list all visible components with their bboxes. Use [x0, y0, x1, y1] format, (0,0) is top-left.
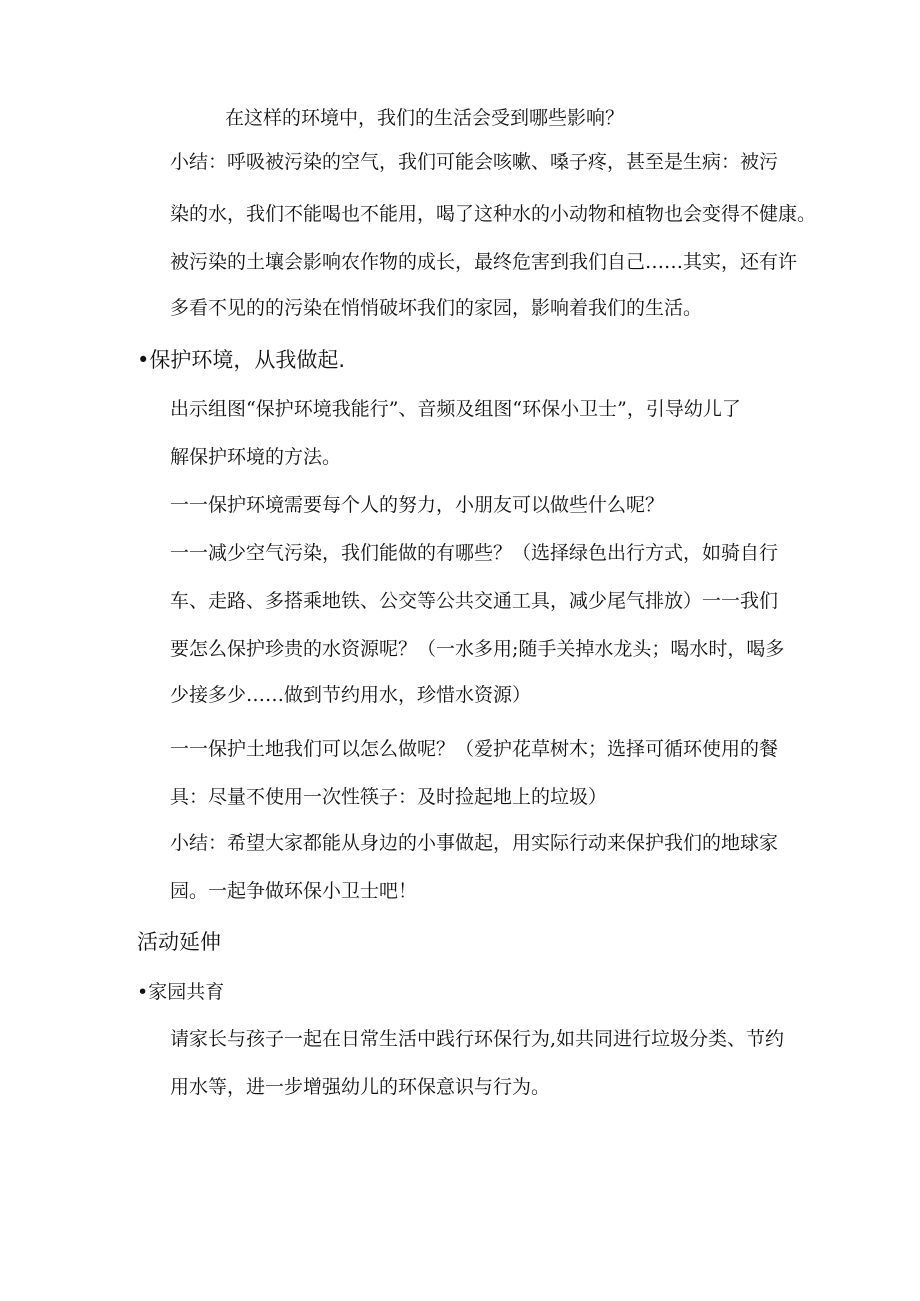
paragraph-line: 车、走路、多搭乘地铁、公交等公共交通工具，减少尾气排放）一一我们 [170, 590, 779, 612]
paragraph-line: 被污染的土壤会影响农作物的成长，最终危害到我们自己……其实，还有许 [170, 251, 798, 273]
paragraph-line: 染的水，我们不能喝也不能用，喝了这种水的小动物和植物也会变得不健康。 [170, 203, 817, 225]
paragraph-line: 小结：呼吸被污染的空气，我们可能会咳嗽、嗓子疼，甚至是生病：被污 [170, 151, 779, 173]
paragraph-line: 要怎么保护珍贵的水资源呢？（一水多用;随手关掉水龙头；喝水时，喝多 [170, 638, 785, 660]
paragraph-line: 出示组图“保护环境我能行”、音频及组图“环保小卫士”，引导幼儿了 [170, 398, 741, 420]
section-heading: •保护环境，从我做起. [137, 348, 346, 372]
paragraph-line: 多看不见的的污染在悄悄破坏我们的家园，影响着我们的生活。 [170, 297, 703, 319]
section-heading: 活动延伸 [137, 930, 221, 954]
paragraph-line: 请家长与孩子一起在日常生活中践行环保行为,如共同进行垃圾分类、节约 [170, 1028, 785, 1050]
paragraph-line: 少接多少……做到节约用水，珍惜水资源） [170, 684, 532, 706]
paragraph-line: 一一减少空气污染，我们能做的有哪些？（选择绿色出行方式，如骑自行 [170, 542, 779, 564]
paragraph-line: 在这样的环境中，我们的生活会受到哪些影响？ [225, 107, 625, 129]
paragraph-line: 用水等，进一步增强幼儿的环保意识与行为。 [170, 1076, 551, 1098]
subsection-heading: •家园共育 [137, 981, 225, 1003]
paragraph-line: 解保护环境的方法。 [170, 446, 342, 468]
paragraph-line: 小结：希望大家都能从身边的小事做起，用实际行动来保护我们的地球家 [170, 832, 779, 854]
paragraph-line: 一一保护环境需要每个人的努力，小朋友可以做些什么呢？ [170, 494, 665, 516]
paragraph-line: 具：尽量不使用一次性筷子：及时捡起地上的垃圾） [170, 786, 608, 808]
paragraph-line: 一一保护土地我们可以怎么做呢？（爱护花草树木；选择可循环使用的餐 [170, 738, 779, 760]
paragraph-line: 园。一起争做环保小卫士吧！ [170, 880, 418, 902]
